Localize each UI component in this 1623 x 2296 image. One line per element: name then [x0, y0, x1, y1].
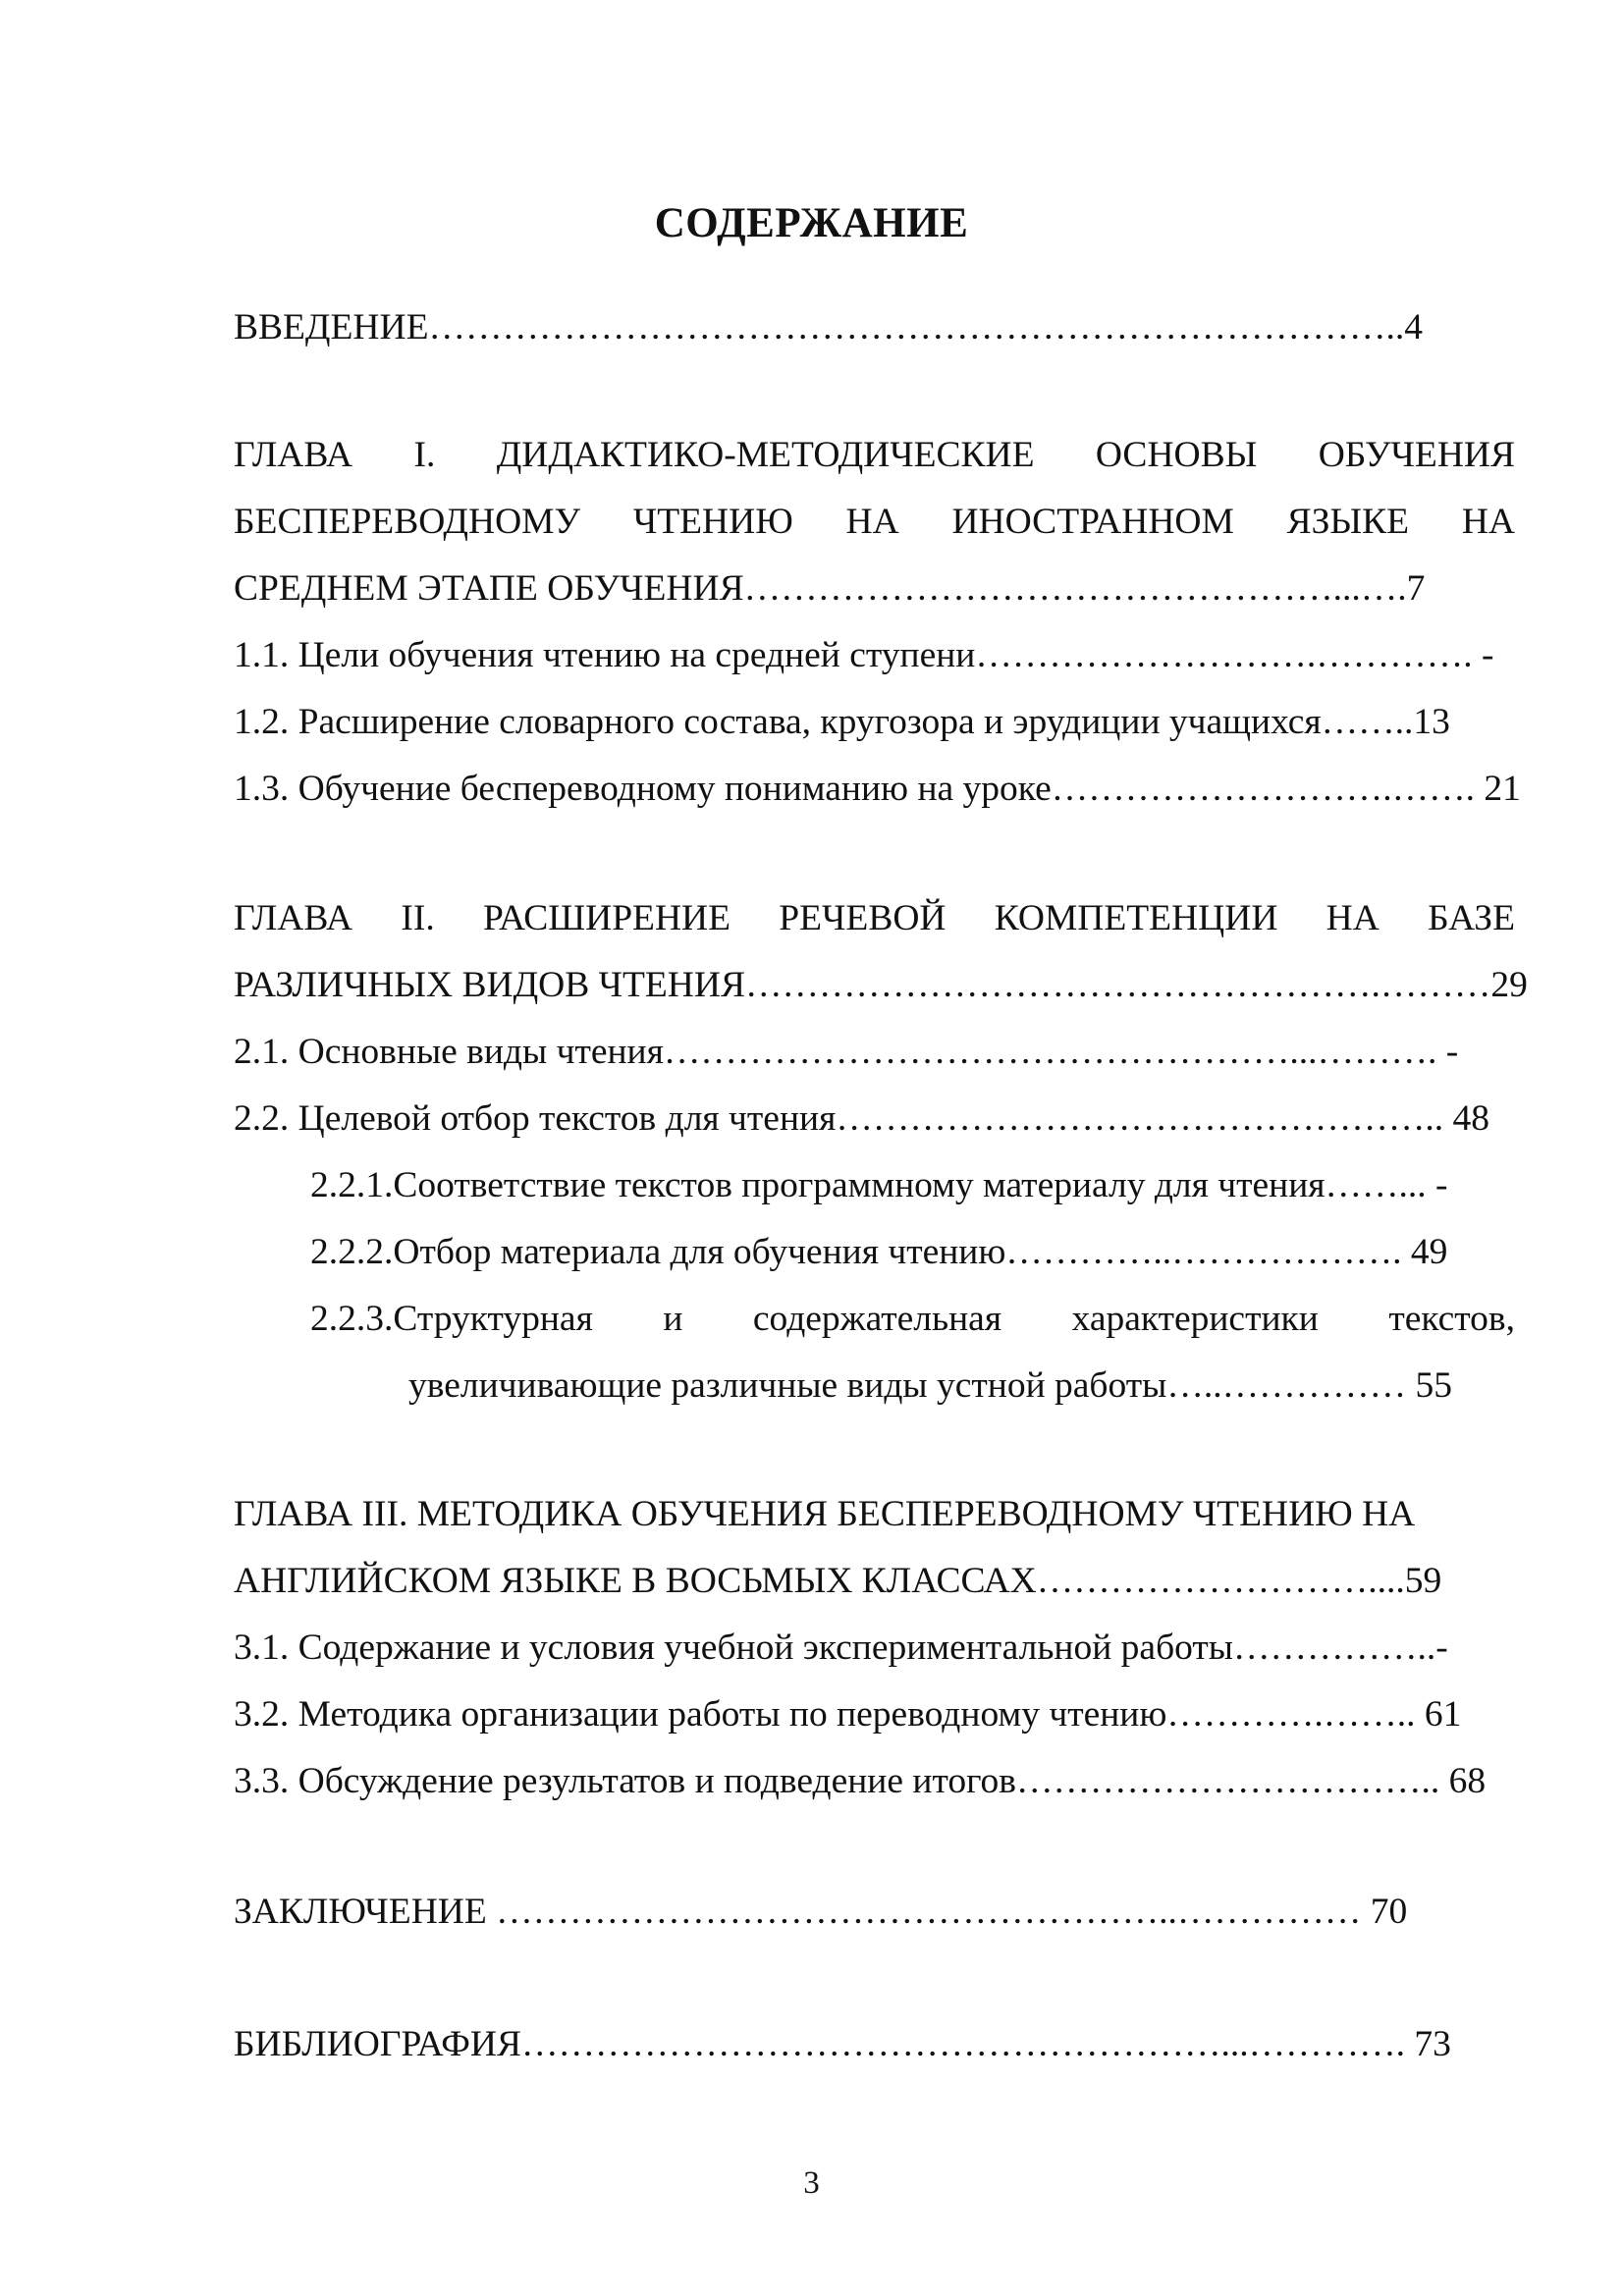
- toc-conclusion: ЗАКЛЮЧЕНИЕ ………………………………………………..…………… 70: [234, 1892, 1408, 1932]
- toc-chapter-3-line-1: ГЛАВА III. МЕТОДИКА ОБУЧЕНИЯ БЕСПЕРЕВОДНОМУ ЧТЕНИЮ НА: [234, 1494, 1416, 1534]
- toc-section-1-2: 1.2. Расширение словарного состава, кругозора и эрудиции учащихся……..13: [234, 702, 1450, 742]
- toc-section-2-1: 2.1. Основные виды чтения……………………………………………...………. -: [234, 1032, 1459, 1072]
- toc-chapter-1-line-2: БЕСПЕРЕВОДНОМУ ЧТЕНИЮ НА ИНОСТРАННОМ ЯЗЫКЕ НА: [234, 502, 1515, 542]
- toc-section-2-2: 2.2. Целевой отбор текстов для чтения………………………………………….. 48: [234, 1098, 1489, 1139]
- toc-chapter-2-line-2: РАЗЛИЧНЫХ ВИДОВ ЧТЕНИЯ…………………………………………….………29: [234, 965, 1528, 1005]
- toc-section-2-2-1: 2.2.1.Соответствие текстов программному материалу для чтения……... -: [310, 1165, 1448, 1205]
- toc-section-3-3: 3.3. Обсуждение результатов и подведение итогов…………………………….. 68: [234, 1761, 1487, 1801]
- toc-section-3-2: 3.2. Методика организации работы по переводному чтению………….…….. 61: [234, 1694, 1462, 1735]
- page-number: 3: [803, 2165, 820, 2201]
- toc-chapter-1-line-3: СРЕДНЕМ ЭТАПЕ ОБУЧЕНИЯ…………………………………………...….7: [234, 568, 1426, 609]
- page-title: СОДЕРЖАНИЕ: [654, 200, 969, 246]
- toc-section-1-1: 1.1. Цели обучения чтению на средней ступени……………………….…………. -: [234, 635, 1494, 675]
- toc-section-1-3: 1.3. Обучение беспереводному пониманию на уроке……………………….……. 21: [234, 769, 1521, 809]
- toc-section-3-1: 3.1. Содержание и условия учебной экспериментальной работы……………..-: [234, 1628, 1448, 1668]
- toc-chapter-1-line-1: ГЛАВА I. ДИДАКТИКО-МЕТОДИЧЕСКИЕ ОСНОВЫ ОБУЧЕНИЯ: [234, 435, 1515, 475]
- toc-chapter-2-line-1: ГЛАВА II. РАСШИРЕНИЕ РЕЧЕВОЙ КОМПЕТЕНЦИИ НА БАЗЕ: [234, 898, 1515, 938]
- toc-chapter-3-line-2: АНГЛИЙСКОМ ЯЗЫКЕ В ВОСЬМЫХ КЛАССАХ………………………....59: [234, 1561, 1442, 1601]
- toc-intro: ВВЕДЕНИЕ……………………………………………………………………..4: [234, 307, 1423, 347]
- toc-section-2-2-3-line-1: 2.2.3.Структурная и содержательная характеристики текстов,: [310, 1299, 1515, 1339]
- toc-bibliography: БИБЛИОГРАФИЯ…………………………………………………...…………. 73: [234, 2024, 1451, 2064]
- toc-section-2-2-2: 2.2.2.Отбор материала для обучения чтению…………..………………. 49: [310, 1232, 1448, 1272]
- toc-section-2-2-3-line-2: увеличивающие различные виды устной работы…..…………… 55: [408, 1365, 1452, 1406]
